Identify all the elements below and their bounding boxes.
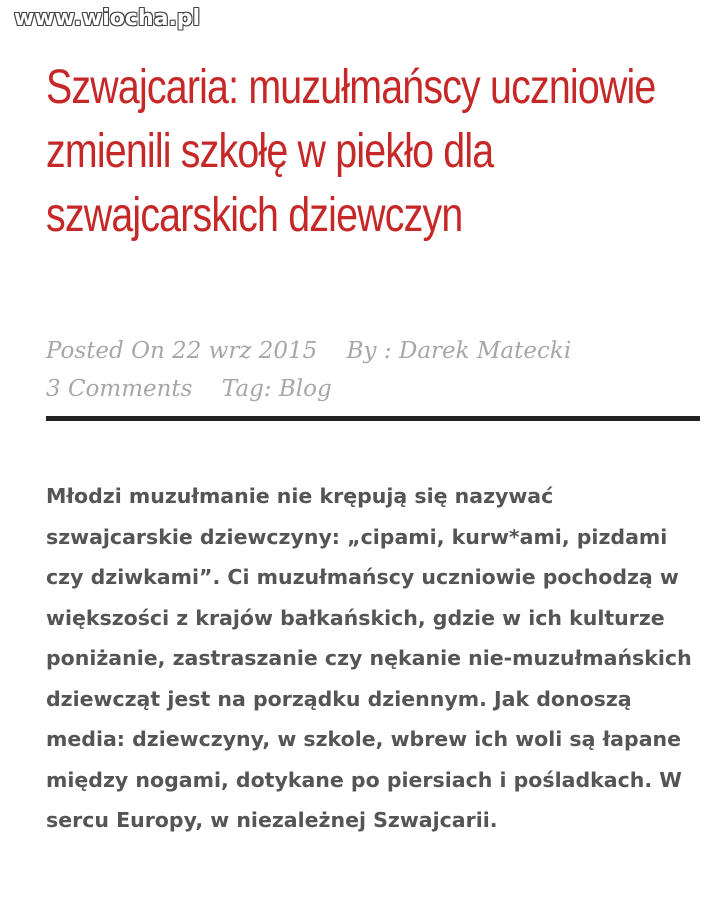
article-title[interactable]: Szwajcaria: muzułmańscy uczniowie zmienili szkołę w piekło dla szwajcarskich dziewczyn bbox=[46, 61, 656, 242]
posted-date: Posted On 22 wrz 2015 bbox=[46, 338, 318, 364]
tag-link[interactable]: Tag: Blog bbox=[221, 376, 332, 402]
author-link[interactable]: By : Darek Matecki bbox=[346, 338, 572, 364]
article-meta bbox=[46, 332, 646, 408]
comments-link[interactable]: 3 Comments bbox=[46, 376, 193, 402]
article bbox=[46, 56, 702, 832]
divider bbox=[46, 416, 700, 421]
article-body: Młodzi muzułmanie nie krępują się nazywać szwajcarskie dziewczyny: „cipami, kurw*ami, pizdami czy dziwkami”. Ci muzułmańscy uczniowie pochodzą w większości z krajów bałkańskich, gdzie w ich kulturze poniżanie, zastraszanie czy nękanie nie-muzułmańskich dziewcząt jest na porządku dziennym. Jak donoszą media: dziewczyny, w szkole, wbrew ich woli są łapane między nogami, dotykane po piersiach i pośladkach. W sercu Europy, w niezależnej Szwajcarii. bbox=[46, 484, 692, 832]
site-watermark: www.wiocha.pl bbox=[14, 6, 201, 31]
